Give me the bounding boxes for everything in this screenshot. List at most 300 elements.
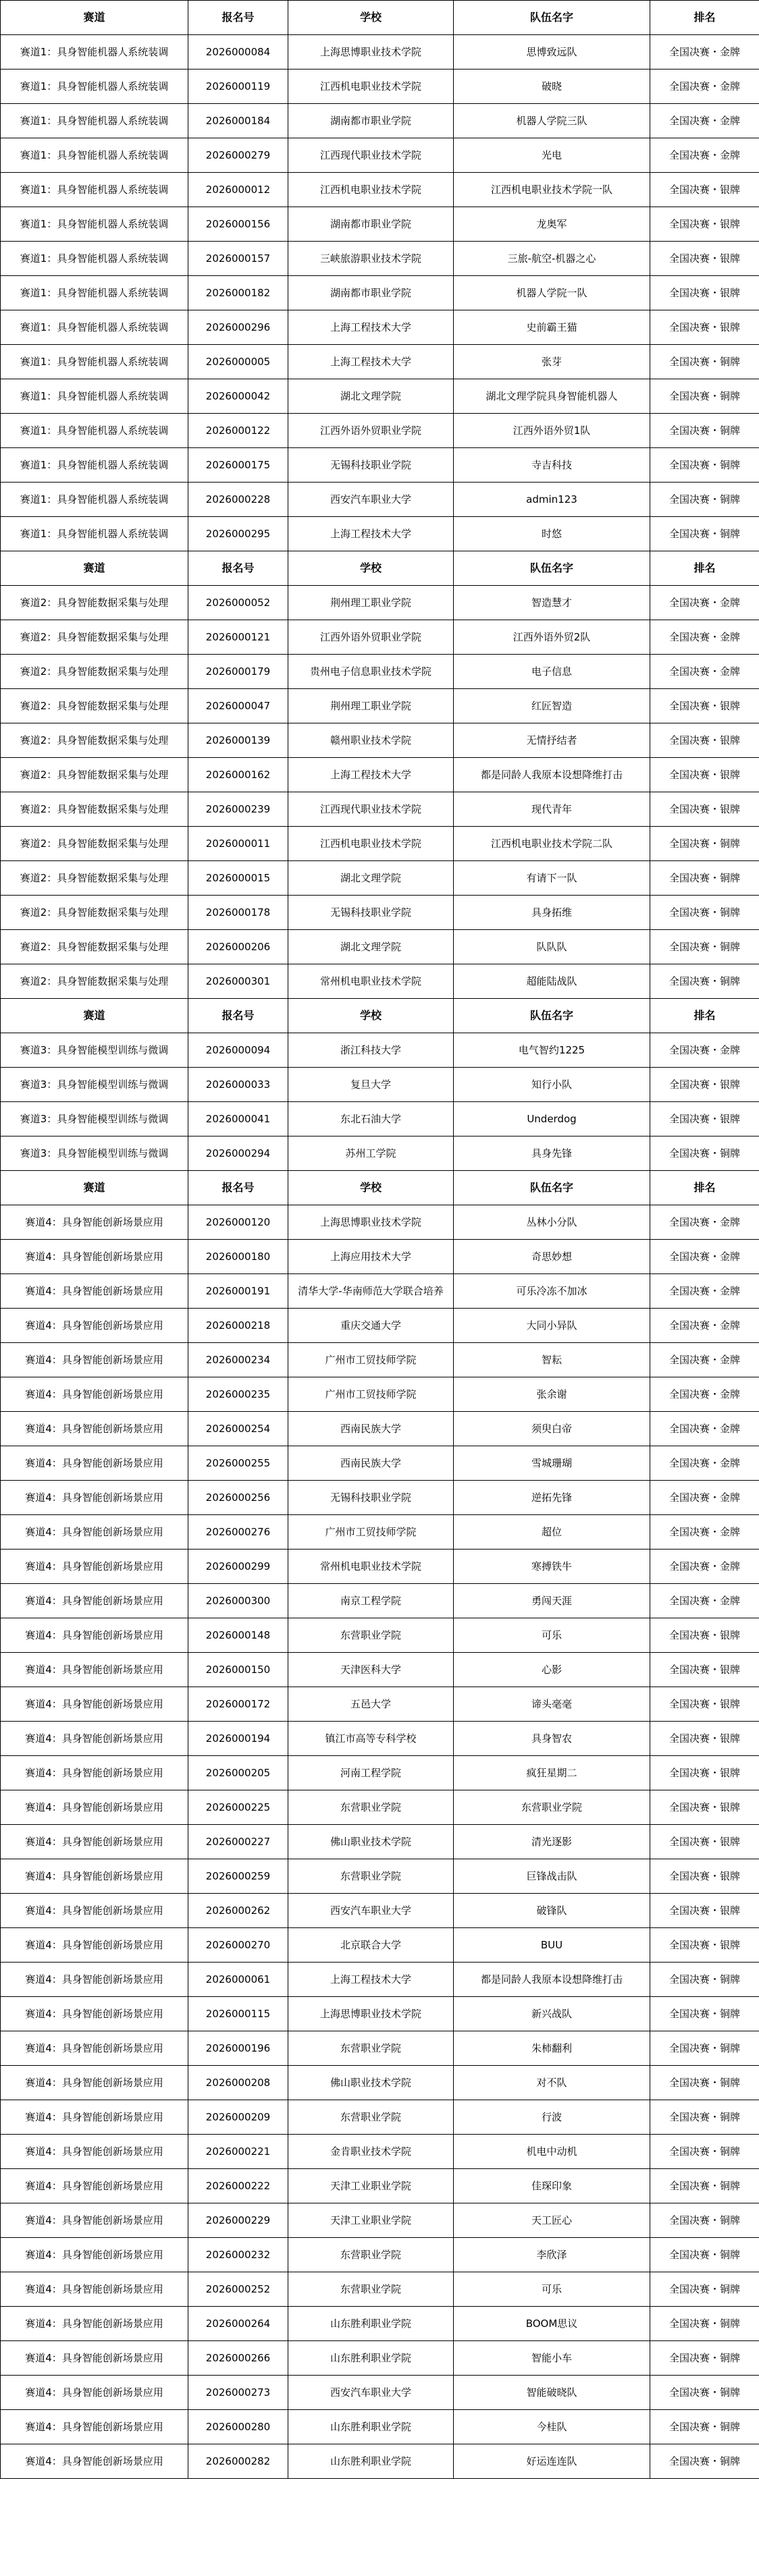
school-cell: 荆州理工职业学院 [288,586,454,620]
rank-cell: 全国决赛・银牌 [650,242,759,276]
table-row [1,1377,759,1412]
school-cell: 湖北文理学院 [288,930,454,964]
table-row [1,1790,759,1825]
team-cell: 张芽 [454,345,650,379]
table-row [1,1756,759,1790]
reg-no-cell: 2026000276 [188,1515,288,1550]
track-cell: 赛道1：具身智能机器人系统装调 [1,448,188,483]
school-cell: 东营职业学院 [288,1859,454,1894]
reg-no-cell: 2026000264 [188,2307,288,2341]
school-cell: 东营职业学院 [288,2272,454,2307]
table-row [1,1481,759,1515]
reg-no-cell: 2026000232 [188,2238,288,2272]
school-cell: 西安汽车职业大学 [288,1894,454,1928]
track-cell: 赛道1：具身智能机器人系统装调 [1,276,188,310]
team-cell: 雪城珊瑚 [454,1446,650,1481]
table-header-row [1,1,759,35]
table-row [1,2100,759,2135]
reg-no-cell: 2026000255 [188,1446,288,1481]
track-cell: 赛道4：具身智能创新场景应用 [1,1790,188,1825]
team-cell: 具身智农 [454,1722,650,1756]
track-cell: 赛道2：具身智能数据采集与处理 [1,620,188,655]
track-cell: 赛道4：具身智能创新场景应用 [1,2066,188,2100]
reg-no-cell: 2026000206 [188,930,288,964]
table-row [1,104,759,138]
school-cell: 无锡科技职业学院 [288,448,454,483]
track-cell: 赛道4：具身智能创新场景应用 [1,1997,188,2031]
team-cell: 可乐 [454,1618,650,1653]
team-cell: 今桂队 [454,2410,650,2444]
school-cell: 江西现代职业技术学院 [288,138,454,173]
school-cell: 山东胜利职业学院 [288,2341,454,2376]
rank-cell: 全国决赛・铜牌 [650,827,759,861]
table-row [1,2307,759,2341]
team-cell: 湖北文理学院具身智能机器人 [454,379,650,414]
reg-no-cell: 2026000157 [188,242,288,276]
table-row [1,2410,759,2444]
table-row [1,1343,759,1377]
school-cell: 东营职业学院 [288,1790,454,1825]
school-cell: 江西外语外贸职业学院 [288,414,454,448]
team-cell: 智造慧才 [454,586,650,620]
team-cell: 寒搏铁牛 [454,1550,650,1584]
table-row [1,1550,759,1584]
school-cell: 佛山职业技术学院 [288,2066,454,2100]
table-row [1,1928,759,1963]
track-cell: 赛道3：具身智能模型训练与微调 [1,1033,188,1068]
reg-no-cell: 2026000148 [188,1618,288,1653]
rank-cell: 全国决赛・铜牌 [650,2135,759,2169]
rank-cell: 全国决赛・金牌 [650,586,759,620]
header-rank: 排名 [650,551,759,586]
rank-cell: 全国决赛・银牌 [650,173,759,207]
table-row [1,2238,759,2272]
rank-cell: 全国决赛・铜牌 [650,2444,759,2479]
track-cell: 赛道4：具身智能创新场景应用 [1,1584,188,1618]
table-row [1,2272,759,2307]
rank-cell: 全国决赛・金牌 [650,1481,759,1515]
rank-cell: 全国决赛・铜牌 [650,2307,759,2341]
team-cell: 都是同龄人我原本设想降维打击 [454,1963,650,1997]
rank-cell: 全国决赛・铜牌 [650,2272,759,2307]
track-cell: 赛道4：具身智能创新场景应用 [1,2410,188,2444]
track-cell: 赛道4：具身智能创新场景应用 [1,2341,188,2376]
header-team: 队伍名字 [454,551,650,586]
school-cell: 常州机电职业技术学院 [288,964,454,999]
rank-cell: 全国决赛・银牌 [650,1790,759,1825]
school-cell: 五邑大学 [288,1687,454,1722]
track-cell: 赛道4：具身智能创新场景应用 [1,1756,188,1790]
rank-cell: 全国决赛・金牌 [650,1033,759,1068]
team-cell: 江西外语外贸1队 [454,414,650,448]
school-cell: 上海思博职业技术学院 [288,1997,454,2031]
school-cell: 天津医科大学 [288,1653,454,1687]
rank-cell: 全国决赛・金牌 [650,1584,759,1618]
school-cell: 山东胜利职业学院 [288,2444,454,2479]
reg-no-cell: 2026000221 [188,2135,288,2169]
header-track: 赛道 [1,999,188,1033]
table-row [1,207,759,242]
team-cell: 张余谢 [454,1377,650,1412]
school-cell: 江西机电职业技术学院 [288,70,454,104]
track-cell: 赛道4：具身智能创新场景应用 [1,1205,188,1240]
school-cell: 上海思博职业技术学院 [288,35,454,70]
header-school: 学校 [288,551,454,586]
team-cell: 好运连连队 [454,2444,650,2479]
table-row [1,1963,759,1997]
rank-cell: 全国决赛・铜牌 [650,2376,759,2410]
results-table-body [1,1,759,2479]
team-cell: 机电中动机 [454,2135,650,2169]
track-cell: 赛道4：具身智能创新场景应用 [1,2376,188,2410]
table-row [1,310,759,345]
track-cell: 赛道2：具身智能数据采集与处理 [1,792,188,827]
school-cell: 三峡旅游职业技术学院 [288,242,454,276]
school-cell: 无锡科技职业学院 [288,896,454,930]
team-cell: 佳琛印象 [454,2169,650,2203]
rank-cell: 全国决赛・银牌 [650,1618,759,1653]
reg-no-cell: 2026000184 [188,104,288,138]
school-cell: 湖南都市职业学院 [288,276,454,310]
reg-no-cell: 2026000120 [188,1205,288,1240]
header-reg-no: 报名号 [188,1171,288,1205]
team-cell: 无情抒结者 [454,723,650,758]
track-cell: 赛道1：具身智能机器人系统装调 [1,483,188,517]
header-track: 赛道 [1,1171,188,1205]
team-cell: 智能破晓队 [454,2376,650,2410]
team-cell: BUU [454,1928,650,1963]
header-team: 队伍名字 [454,999,650,1033]
rank-cell: 全国决赛・铜牌 [650,896,759,930]
reg-no-cell: 2026000280 [188,2410,288,2444]
table-row [1,964,759,999]
rank-cell: 全国决赛・银牌 [650,276,759,310]
table-row [1,70,759,104]
school-cell: 北京联合大学 [288,1928,454,1963]
school-cell: 苏州工学院 [288,1136,454,1171]
rank-cell: 全国决赛・铜牌 [650,345,759,379]
school-cell: 山东胜利职业学院 [288,2410,454,2444]
track-cell: 赛道2：具身智能数据采集与处理 [1,758,188,792]
track-cell: 赛道4：具身智能创新场景应用 [1,1515,188,1550]
table-header-row [1,551,759,586]
track-cell: 赛道4：具身智能创新场景应用 [1,2238,188,2272]
reg-no-cell: 2026000182 [188,276,288,310]
school-cell: 镇江市高等专科学校 [288,1722,454,1756]
rank-cell: 全国决赛・银牌 [650,310,759,345]
team-cell: 寺吉科技 [454,448,650,483]
track-cell: 赛道2：具身智能数据采集与处理 [1,964,188,999]
team-cell: 史前霸王猫 [454,310,650,345]
school-cell: 西南民族大学 [288,1412,454,1446]
school-cell: 佛山职业技术学院 [288,1825,454,1859]
track-cell: 赛道3：具身智能模型训练与微调 [1,1102,188,1136]
rank-cell: 全国决赛・银牌 [650,1687,759,1722]
reg-no-cell: 2026000256 [188,1481,288,1515]
team-cell: 机器人学院三队 [454,104,650,138]
team-cell: 行波 [454,2100,650,2135]
track-cell: 赛道2：具身智能数据采集与处理 [1,861,188,896]
table-row [1,1653,759,1687]
reg-no-cell: 2026000262 [188,1894,288,1928]
team-cell: 勇闯天涯 [454,1584,650,1618]
track-cell: 赛道1：具身智能机器人系统装调 [1,35,188,70]
rank-cell: 全国决赛・金牌 [650,655,759,689]
team-cell: 可乐 [454,2272,650,2307]
reg-no-cell: 2026000172 [188,1687,288,1722]
table-row [1,1722,759,1756]
rank-cell: 全国决赛・金牌 [650,104,759,138]
rank-cell: 全国决赛・金牌 [650,1274,759,1309]
school-cell: 东北石油大学 [288,1102,454,1136]
track-cell: 赛道4：具身智能创新场景应用 [1,1618,188,1653]
reg-no-cell: 2026000196 [188,2031,288,2066]
school-cell: 广州市工贸技师学院 [288,1377,454,1412]
track-cell: 赛道2：具身智能数据采集与处理 [1,723,188,758]
reg-no-cell: 2026000301 [188,964,288,999]
school-cell: 江西机电职业技术学院 [288,173,454,207]
reg-no-cell: 2026000234 [188,1343,288,1377]
rank-cell: 全国决赛・铜牌 [650,2100,759,2135]
team-cell: 现代青年 [454,792,650,827]
reg-no-cell: 2026000122 [188,414,288,448]
reg-no-cell: 2026000266 [188,2341,288,2376]
table-row [1,896,759,930]
rank-cell: 全国决赛・金牌 [650,1240,759,1274]
track-cell: 赛道4：具身智能创新场景应用 [1,1309,188,1343]
team-cell: 清光逐影 [454,1825,650,1859]
school-cell: 重庆交通大学 [288,1309,454,1343]
reg-no-cell: 2026000259 [188,1859,288,1894]
track-cell: 赛道2：具身智能数据采集与处理 [1,930,188,964]
rank-cell: 全国决赛・银牌 [650,792,759,827]
school-cell: 上海工程技术大学 [288,517,454,551]
team-cell: 东营职业学院 [454,1790,650,1825]
track-cell: 赛道1：具身智能机器人系统装调 [1,104,188,138]
rank-cell: 全国决赛・银牌 [650,1894,759,1928]
reg-no-cell: 2026000229 [188,2203,288,2238]
table-row [1,655,759,689]
track-cell: 赛道4：具身智能创新场景应用 [1,1928,188,1963]
school-cell: 赣州职业技术学院 [288,723,454,758]
school-cell: 复旦大学 [288,1068,454,1102]
header-team: 队伍名字 [454,1171,650,1205]
track-cell: 赛道1：具身智能机器人系统装调 [1,345,188,379]
track-cell: 赛道1：具身智能机器人系统装调 [1,173,188,207]
rank-cell: 全国决赛・铜牌 [650,861,759,896]
track-cell: 赛道4：具身智能创新场景应用 [1,1446,188,1481]
table-row [1,138,759,173]
team-cell: 巨锋战击队 [454,1859,650,1894]
school-cell: 上海工程技术大学 [288,345,454,379]
team-cell: 疯狂星期二 [454,1756,650,1790]
school-cell: 山东胜利职业学院 [288,2307,454,2341]
school-cell: 广州市工贸技师学院 [288,1515,454,1550]
rank-cell: 全国决赛・铜牌 [650,379,759,414]
reg-no-cell: 2026000094 [188,1033,288,1068]
team-cell: 知行小队 [454,1068,650,1102]
track-cell: 赛道4：具身智能创新场景应用 [1,2203,188,2238]
team-cell: 超能陆战队 [454,964,650,999]
track-cell: 赛道4：具身智能创新场景应用 [1,2307,188,2341]
reg-no-cell: 2026000061 [188,1963,288,1997]
track-cell: 赛道4：具身智能创新场景应用 [1,1859,188,1894]
team-cell: 龙奥军 [454,207,650,242]
team-cell: 天工匠心 [454,2203,650,2238]
header-school: 学校 [288,1171,454,1205]
table-row [1,2203,759,2238]
table-row [1,414,759,448]
school-cell: 东营职业学院 [288,2100,454,2135]
reg-no-cell: 2026000227 [188,1825,288,1859]
rank-cell: 全国决赛・银牌 [650,1859,759,1894]
table-row [1,1412,759,1446]
team-cell: 新兴战队 [454,1997,650,2031]
school-cell: 贵州电子信息职业技术学院 [288,655,454,689]
reg-no-cell: 2026000270 [188,1928,288,1963]
table-row [1,276,759,310]
rank-cell: 全国决赛・铜牌 [650,2066,759,2100]
school-cell: 湖北文理学院 [288,861,454,896]
table-row [1,1997,759,2031]
team-cell: 对不队 [454,2066,650,2100]
team-cell: 红匠智造 [454,689,650,723]
team-cell: 有请下一队 [454,861,650,896]
reg-no-cell: 2026000015 [188,861,288,896]
school-cell: 常州机电职业技术学院 [288,1550,454,1584]
track-cell: 赛道4：具身智能创新场景应用 [1,1377,188,1412]
header-track: 赛道 [1,1,188,35]
reg-no-cell: 2026000225 [188,1790,288,1825]
team-cell: 超位 [454,1515,650,1550]
reg-no-cell: 2026000208 [188,2066,288,2100]
team-cell: 可乐冷冻不加冰 [454,1274,650,1309]
reg-no-cell: 2026000222 [188,2169,288,2203]
reg-no-cell: 2026000235 [188,1377,288,1412]
table-row [1,1102,759,1136]
rank-cell: 全国决赛・金牌 [650,1515,759,1550]
school-cell: 东营职业学院 [288,1618,454,1653]
rank-cell: 全国决赛・铜牌 [650,2169,759,2203]
track-cell: 赛道4：具身智能创新场景应用 [1,1825,188,1859]
team-cell: 大同小异队 [454,1309,650,1343]
header-rank: 排名 [650,1,759,35]
reg-no-cell: 2026000139 [188,723,288,758]
school-cell: 上海应用技术大学 [288,1240,454,1274]
table-row [1,1446,759,1481]
school-cell: 东营职业学院 [288,2238,454,2272]
header-reg-no: 报名号 [188,999,288,1033]
rank-cell: 全国决赛・金牌 [650,1377,759,1412]
track-cell: 赛道4：具身智能创新场景应用 [1,2031,188,2066]
table-row [1,1205,759,1240]
rank-cell: 全国决赛・银牌 [650,207,759,242]
reg-no-cell: 2026000191 [188,1274,288,1309]
reg-no-cell: 2026000295 [188,517,288,551]
team-cell: 都是同龄人我原本设想降维打击 [454,758,650,792]
track-cell: 赛道4：具身智能创新场景应用 [1,1343,188,1377]
track-cell: 赛道1：具身智能机器人系统装调 [1,310,188,345]
rank-cell: 全国决赛・银牌 [650,1102,759,1136]
school-cell: 江西现代职业技术学院 [288,792,454,827]
table-row [1,1894,759,1928]
track-cell: 赛道3：具身智能模型训练与微调 [1,1068,188,1102]
rank-cell: 全国决赛・铜牌 [650,930,759,964]
team-cell: 三旅-航空-机器之心 [454,242,650,276]
rank-cell: 全国决赛・金牌 [650,138,759,173]
track-cell: 赛道2：具身智能数据采集与处理 [1,586,188,620]
team-cell: 谛头毫毫 [454,1687,650,1722]
reg-no-cell: 2026000209 [188,2100,288,2135]
reg-no-cell: 2026000119 [188,70,288,104]
table-row [1,2135,759,2169]
track-cell: 赛道1：具身智能机器人系统装调 [1,138,188,173]
table-row [1,2376,759,2410]
rank-cell: 全国决赛・金牌 [650,1550,759,1584]
header-school: 学校 [288,999,454,1033]
reg-no-cell: 2026000300 [188,1584,288,1618]
table-row [1,483,759,517]
team-cell: 须臾白帝 [454,1412,650,1446]
rank-cell: 全国决赛・银牌 [650,1825,759,1859]
rank-cell: 全国决赛・银牌 [650,723,759,758]
reg-no-cell: 2026000218 [188,1309,288,1343]
team-cell: 奇思妙想 [454,1240,650,1274]
rank-cell: 全国决赛・金牌 [650,1446,759,1481]
rank-cell: 全国决赛・金牌 [650,620,759,655]
table-row [1,1033,759,1068]
table-row [1,758,759,792]
table-row [1,1687,759,1722]
track-cell: 赛道1：具身智能机器人系统装调 [1,379,188,414]
header-school: 学校 [288,1,454,35]
school-cell: 东营职业学院 [288,2031,454,2066]
rank-cell: 全国决赛・铜牌 [650,2203,759,2238]
table-row [1,723,759,758]
reg-no-cell: 2026000296 [188,310,288,345]
reg-no-cell: 2026000179 [188,655,288,689]
track-cell: 赛道2：具身智能数据采集与处理 [1,655,188,689]
table-row [1,930,759,964]
school-cell: 上海工程技术大学 [288,310,454,345]
reg-no-cell: 2026000282 [188,2444,288,2479]
reg-no-cell: 2026000239 [188,792,288,827]
team-cell: 具身先锋 [454,1136,650,1171]
reg-no-cell: 2026000047 [188,689,288,723]
team-cell: Underdog [454,1102,650,1136]
track-cell: 赛道4：具身智能创新场景应用 [1,1722,188,1756]
table-row [1,861,759,896]
school-cell: 西南民族大学 [288,1446,454,1481]
table-row [1,1584,759,1618]
rank-cell: 全国决赛・银牌 [650,758,759,792]
school-cell: 天津工业职业学院 [288,2203,454,2238]
reg-no-cell: 2026000156 [188,207,288,242]
school-cell: 上海工程技术大学 [288,1963,454,1997]
school-cell: 广州市工贸技师学院 [288,1343,454,1377]
rank-cell: 全国决赛・铜牌 [650,964,759,999]
header-rank: 排名 [650,999,759,1033]
header-rank: 排名 [650,1171,759,1205]
rank-cell: 全国决赛・铜牌 [650,1997,759,2031]
table-row [1,1240,759,1274]
school-cell: 无锡科技职业学院 [288,1481,454,1515]
rank-cell: 全国决赛・铜牌 [650,2410,759,2444]
rank-cell: 全国决赛・银牌 [650,1928,759,1963]
school-cell: 上海思博职业技术学院 [288,1205,454,1240]
track-cell: 赛道4：具身智能创新场景应用 [1,1240,188,1274]
table-row [1,586,759,620]
